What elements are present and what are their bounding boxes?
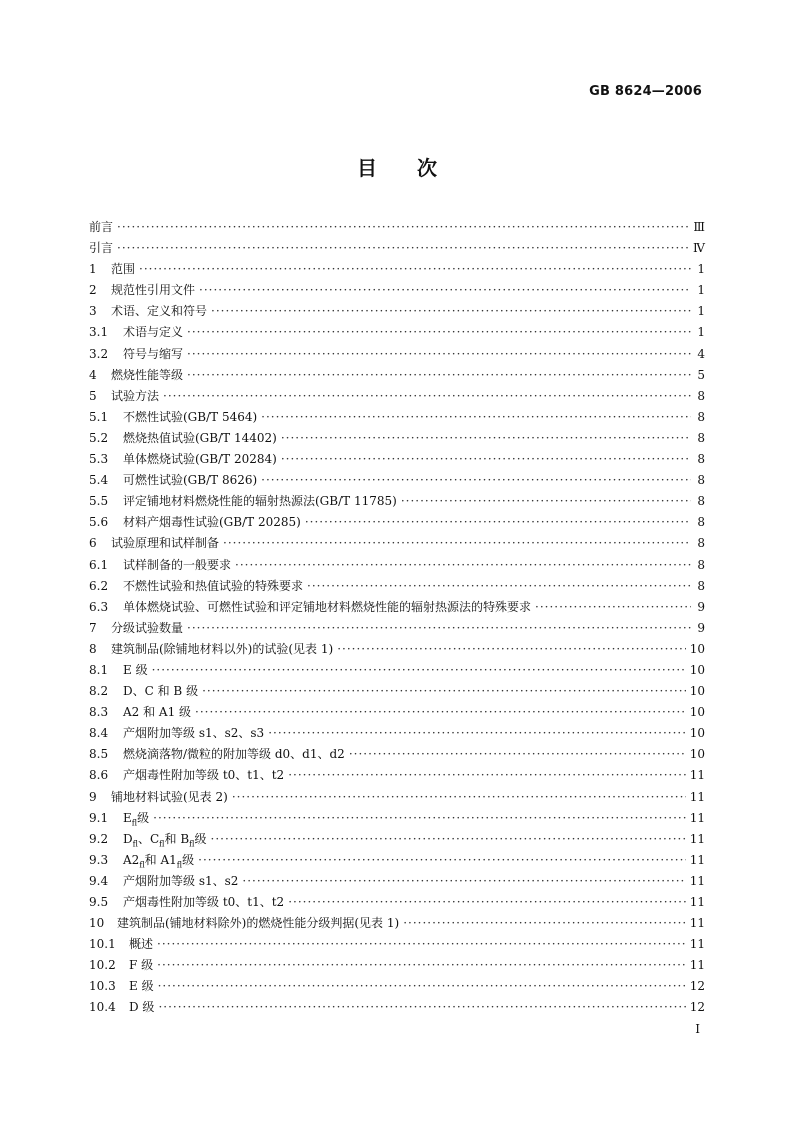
- toc-entry[interactable]: [89, 218, 705, 239]
- toc-entry-number: 6.3: [89, 599, 109, 614]
- dot-leader: [195, 705, 686, 719]
- toc-entry-page: 8: [697, 494, 705, 509]
- dot-leader: [242, 874, 685, 888]
- toc-entry-title: 产烟毒性附加等级 t0、t1、t2: [123, 768, 285, 783]
- toc-entry-title: 范围: [111, 262, 136, 277]
- toc-entry-number: 10.1: [89, 937, 116, 952]
- title-char-1: 目: [357, 156, 377, 180]
- toc-entry-title: $A2_{fl}$和 $A1_{fl}$级: [123, 852, 195, 870]
- toc-entry-page: 11: [689, 768, 705, 783]
- toc-entry[interactable]: [89, 366, 705, 387]
- toc-entry[interactable]: [89, 429, 705, 450]
- toc-entry[interactable]: [89, 935, 705, 956]
- toc-entry-title: 燃烧滴落物/微粒的附加等级 d0、d1、d2: [123, 747, 345, 762]
- toc-entry-title: 不燃性试验和热值试验的特殊要求: [123, 578, 304, 593]
- title-char-2: 次: [417, 156, 437, 180]
- toc-entry-page: 1: [697, 304, 705, 319]
- dot-leader: [288, 895, 686, 909]
- toc-entry-number: 4: [89, 367, 97, 382]
- toc-entry-page: 8: [697, 536, 705, 551]
- toc-entry-number: 2: [89, 283, 97, 298]
- toc-entry[interactable]: [89, 345, 705, 366]
- dot-leader: [152, 663, 686, 677]
- toc-entry[interactable]: [89, 577, 705, 598]
- toc-entry-number: 5.2: [89, 430, 109, 445]
- toc-entry[interactable]: [89, 893, 705, 914]
- toc-entry-page: 10: [689, 705, 705, 720]
- toc-entry-page: 9: [697, 620, 705, 635]
- toc-entry[interactable]: [89, 914, 705, 935]
- toc-entry-page: 11: [689, 895, 705, 909]
- toc-entry-page: 4: [697, 346, 705, 361]
- toc-entry-number: 6: [89, 536, 97, 551]
- toc-entry-page: 11: [689, 937, 705, 952]
- toc-entry[interactable]: [89, 682, 705, 703]
- toc-entry-number: 5.5: [89, 494, 109, 509]
- dot-leader: [187, 325, 691, 339]
- toc-entry-title: D 级: [129, 1000, 155, 1015]
- toc-entry-page: 9: [697, 599, 705, 614]
- toc-entry-page: 8: [697, 409, 705, 424]
- toc-entry[interactable]: [89, 492, 705, 513]
- toc-entry-page: 8: [697, 557, 705, 572]
- dot-leader: [349, 747, 686, 761]
- toc-entry-title: 术语与定义: [123, 325, 184, 340]
- dot-leader: [261, 473, 691, 487]
- toc-entry-number: 9: [89, 789, 97, 804]
- toc-entry-number: 5.1: [89, 409, 109, 424]
- toc-entry-title: 单体燃烧试验、可燃性试验和评定铺地材料燃烧性能的辐射热源法的特殊要求: [123, 599, 532, 614]
- toc-entry-number: 10.4: [89, 1000, 116, 1015]
- toc-entry-number: 9.3: [89, 852, 109, 867]
- toc-entry-number: 6.1: [89, 557, 109, 572]
- toc-entry[interactable]: [89, 323, 705, 344]
- dot-leader: [281, 431, 691, 445]
- toc-entry-title: 引言: [89, 241, 114, 256]
- toc-entry[interactable]: [89, 872, 705, 893]
- toc-entry-page: Ⅳ: [693, 241, 705, 256]
- toc-entry-page: 12: [689, 1000, 705, 1015]
- toc-entry[interactable]: [89, 513, 705, 534]
- toc-entry-title: 建筑制品(铺地材料除外)的燃烧性能分级判据(见表 1): [117, 916, 400, 931]
- toc-entry-title: 规范性引用文件: [111, 283, 196, 298]
- toc-entry[interactable]: [89, 956, 705, 977]
- dot-leader: [281, 452, 691, 466]
- toc-entry[interactable]: [89, 471, 705, 492]
- toc-entry[interactable]: [89, 302, 705, 323]
- toc-entry-title: E 级: [129, 979, 154, 994]
- dot-leader: [187, 621, 691, 635]
- toc-entry-title: 前言: [89, 220, 114, 234]
- toc-entry-page: 10: [689, 662, 705, 677]
- toc-entry-page: 8: [697, 388, 705, 403]
- dot-leader: [199, 283, 691, 297]
- toc-entry-title: D、C 和 B 级: [123, 684, 199, 699]
- toc-entry-title: 可燃性试验(GB/T 8626): [123, 473, 258, 488]
- dot-leader: [163, 389, 691, 403]
- toc-entry[interactable]: [89, 556, 705, 577]
- toc-entry[interactable]: [89, 260, 705, 281]
- dot-leader: [211, 832, 686, 846]
- toc-entry-title: E 级: [123, 662, 148, 677]
- toc-entry[interactable]: [89, 745, 705, 766]
- dot-leader: [235, 558, 691, 572]
- toc-entry-number: 10.2: [89, 958, 116, 973]
- dot-leader: [198, 853, 686, 867]
- dot-leader: [403, 916, 686, 930]
- toc-entry-title: 评定铺地材料燃烧性能的辐射热源法(GB/T 11785): [123, 494, 397, 509]
- toc-entry-title: 燃烧性能等级: [111, 367, 184, 382]
- toc-entry-title: 产烟附加等级 s1、s2、s3: [123, 726, 265, 741]
- toc-entry-number: 8.2: [89, 684, 109, 699]
- toc-entry-number: 5.4: [89, 473, 109, 488]
- toc-entry-page: 8: [697, 578, 705, 593]
- dot-leader: [187, 347, 691, 361]
- toc-entry-title: 铺地材料试验(见表 2): [111, 789, 228, 804]
- dot-leader: [401, 494, 691, 508]
- toc-entry-number: 8: [89, 641, 97, 656]
- toc-entry[interactable]: [89, 408, 705, 429]
- page-number: I: [695, 1022, 700, 1036]
- toc-entry-page: 10: [689, 726, 705, 741]
- toc-entry-title: 不燃性试验(GB/T 5464): [123, 409, 258, 424]
- toc-entry-number: 8.6: [89, 768, 109, 783]
- toc-entry-number: 1: [89, 262, 97, 277]
- toc-entry-title: 燃烧热值试验(GB/T 14402): [123, 430, 277, 445]
- toc-entry-title: 术语、定义和符号: [111, 304, 208, 319]
- toc-entry-number: 7: [89, 620, 97, 635]
- dot-leader: [158, 1000, 685, 1014]
- toc-entry-title: 材料产烟毒性试验(GB/T 20285): [123, 515, 301, 530]
- toc-entry[interactable]: [89, 450, 705, 471]
- toc-entry-page: 8: [697, 430, 705, 445]
- toc-entry-page: 8: [697, 473, 705, 488]
- toc-entry-page: 11: [689, 873, 705, 888]
- toc-entry-page: 11: [689, 831, 705, 846]
- dot-leader: [139, 262, 691, 276]
- toc-entry-number: 5.6: [89, 515, 109, 530]
- toc-entry-number: 10.3: [89, 979, 116, 994]
- toc-entry[interactable]: [89, 598, 705, 619]
- toc-entry-title: 符号与缩写: [123, 346, 184, 361]
- toc-entry-number: 8.5: [89, 747, 109, 762]
- toc-entry-number: 8.4: [89, 726, 109, 741]
- dot-leader: [153, 811, 686, 825]
- toc-entry-number: 6.2: [89, 578, 109, 593]
- dot-leader: [202, 684, 686, 698]
- toc-entry-number: 3: [89, 304, 97, 319]
- toc-entry-title: 试验方法: [111, 388, 160, 403]
- toc-entry-title: 单体燃烧试验(GB/T 20284): [123, 452, 277, 467]
- toc-entry-number: 9.5: [89, 895, 109, 909]
- toc-entry-title: 概述: [129, 937, 154, 952]
- toc-entry-page: 11: [689, 916, 705, 931]
- dot-leader: [157, 937, 686, 951]
- dot-leader: [232, 790, 686, 804]
- dot-leader: [535, 600, 691, 614]
- toc-entry-title: $E_{fl}$级: [123, 810, 150, 828]
- toc-entry[interactable]: [89, 239, 705, 260]
- toc-entry-page: 8: [697, 515, 705, 530]
- toc-entry-page: 12: [689, 979, 705, 994]
- dot-leader: [268, 726, 686, 740]
- toc-entry-page: 10: [689, 684, 705, 699]
- dot-leader: [117, 220, 689, 234]
- toc-entry-title: 分级试验数量: [111, 620, 184, 635]
- toc-entry[interactable]: [89, 534, 705, 555]
- toc-entry-title: 试样制备的一般要求: [123, 557, 232, 572]
- dot-leader: [337, 642, 686, 656]
- toc-entry-title: F 级: [129, 958, 154, 973]
- toc-entry-page: 1: [697, 325, 705, 340]
- toc-entry-number: 9.4: [89, 873, 109, 888]
- table-of-contents: [89, 218, 705, 1020]
- dot-leader: [158, 979, 686, 993]
- toc-entry[interactable]: [89, 640, 705, 661]
- toc-entry-page: 11: [689, 852, 705, 867]
- toc-entry-number: 8.1: [89, 662, 109, 677]
- toc-entry-page: 10: [689, 747, 705, 762]
- toc-entry-page: 1: [697, 283, 705, 298]
- dot-leader: [307, 579, 691, 593]
- toc-entry[interactable]: [89, 851, 705, 872]
- dot-leader: [223, 536, 691, 550]
- dot-leader: [261, 410, 691, 424]
- toc-entry[interactable]: [89, 619, 705, 640]
- toc-entry[interactable]: [89, 809, 705, 830]
- page-title: [0, 152, 794, 181]
- toc-entry[interactable]: [89, 977, 705, 998]
- toc-entry[interactable]: [89, 766, 705, 787]
- dot-leader: [117, 241, 689, 255]
- toc-entry[interactable]: [89, 387, 705, 408]
- dot-leader: [305, 515, 691, 529]
- toc-entry[interactable]: [89, 661, 705, 682]
- toc-entry-page: 1: [697, 262, 705, 277]
- dot-leader: [187, 368, 691, 382]
- toc-entry[interactable]: [89, 724, 705, 745]
- toc-entry[interactable]: [89, 998, 705, 1019]
- toc-entry-title: A2 和 A1 级: [123, 705, 192, 720]
- dot-leader: [211, 304, 691, 318]
- toc-entry-page: 10: [689, 641, 705, 656]
- toc-entry-page: 11: [689, 789, 705, 804]
- toc-entry-page: 11: [689, 810, 705, 825]
- toc-entry-title: 产烟毒性附加等级 t0、t1、t2: [123, 895, 285, 909]
- toc-entry-number: 8.3: [89, 705, 109, 720]
- toc-entry-number: 9.2: [89, 831, 109, 846]
- toc-entry[interactable]: [89, 788, 705, 809]
- toc-entry-title: 试验原理和试样制备: [111, 536, 220, 551]
- toc-entry-title: $D_{fl}$、$C_{fl}$和 $B_{fl}$级: [123, 831, 207, 849]
- toc-entry-title: 产烟附加等级 s1、s2: [123, 873, 239, 888]
- dot-leader: [157, 958, 686, 972]
- dot-leader: [288, 768, 686, 782]
- standard-code: GB 8624—2006: [589, 84, 702, 99]
- toc-entry-number: 5: [89, 388, 97, 403]
- toc-entry-title: 建筑制品(除铺地材料以外)的试验(见表 1): [111, 641, 334, 656]
- toc-entry[interactable]: [89, 281, 705, 302]
- toc-entry-page: Ⅲ: [693, 220, 705, 234]
- toc-entry-page: 8: [697, 452, 705, 467]
- toc-entry-number: 5.3: [89, 452, 109, 467]
- toc-entry[interactable]: [89, 703, 705, 724]
- toc-entry-number: 3.2: [89, 346, 109, 361]
- toc-entry-number: 3.1: [89, 325, 109, 340]
- toc-entry-page: 11: [689, 958, 705, 973]
- toc-entry-number: 9.1: [89, 810, 109, 825]
- toc-entry-number: 10: [89, 916, 105, 931]
- toc-entry-page: 5: [697, 367, 705, 382]
- toc-entry[interactable]: [89, 830, 705, 851]
